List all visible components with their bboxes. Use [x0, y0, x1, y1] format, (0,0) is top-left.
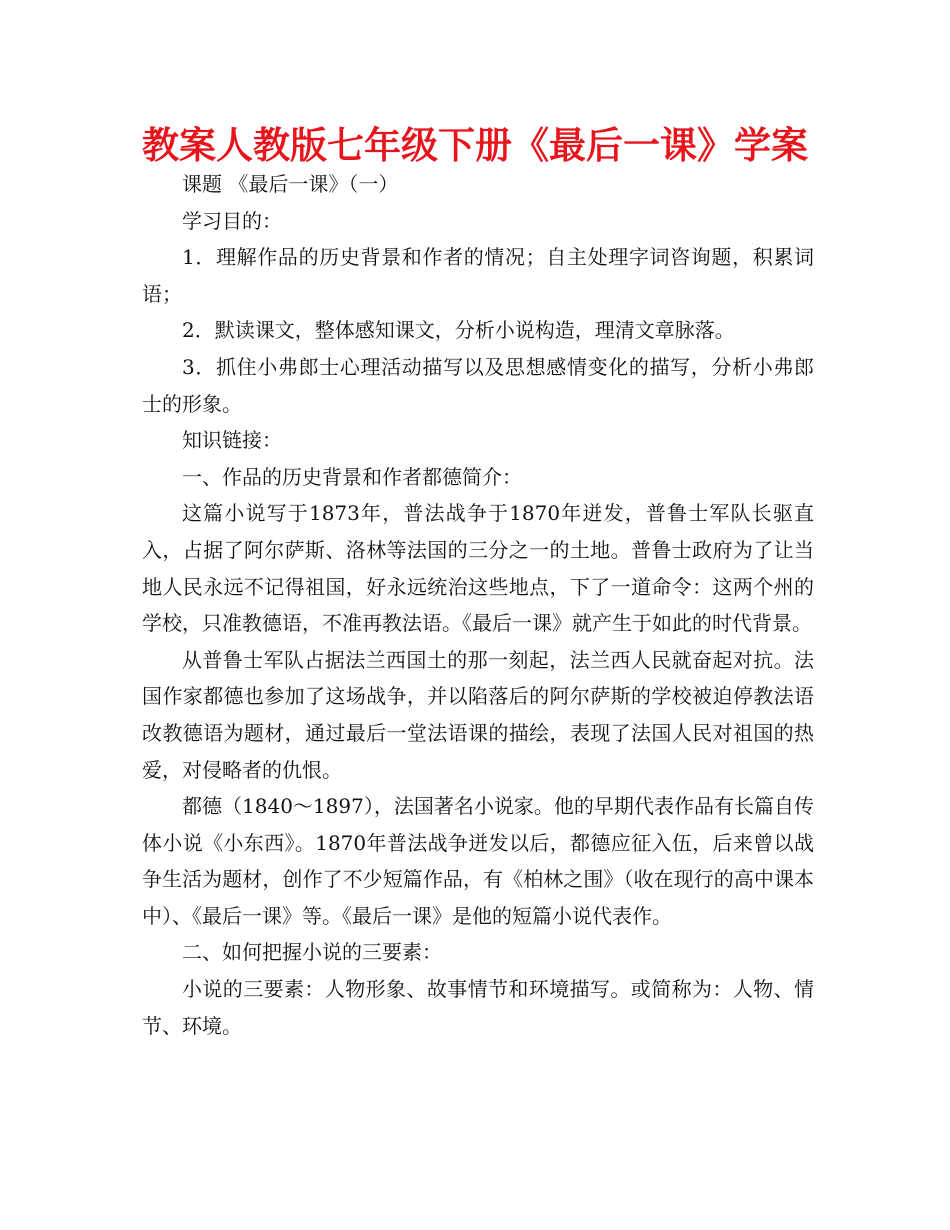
- objective-item-3: 3．抓住小弗郎士心理活动描写以及思想感情变化的描写，分析小弗郎士的形象。: [142, 354, 814, 416]
- body-paragraph: 都德（1840～1897），法国著名小说家。他的早期代表作品有长篇自传体小说《小东西》。1870年普法战争迸发以后，都德应征入伍，后来曾以战争生活为题材，创作了不少短篇作品，有《柏林之围》（收在现行的高中课本中）、《最后一课》等。《最后一课》是他的短篇小说代表作。: [142, 794, 814, 928]
- lesson-topic: 课题 《最后一课》（一）: [182, 172, 399, 196]
- section-heading-1: 一、作品的历史背景和作者都德简介：: [182, 464, 522, 489]
- body-paragraph: 小说的三要素：人物形象、故事情节和环境描写。或简称为：人物、情节、环境。: [142, 977, 814, 1038]
- document-body: [142, 166, 814, 1044]
- objective-item-2: 2．默读课文，整体感知课文，分析小说构造，理清文章脉落。: [182, 318, 735, 343]
- section-heading-2: 二、如何把握小说的三要素：: [182, 940, 442, 965]
- objective-item-1: 1．理解作品的历史背景和作者的情况；自主处理字词咨询题，积累词语；: [142, 245, 814, 306]
- document-title: 教案人教版七年级下册《最后一课》学案: [142, 124, 808, 167]
- objectives-heading: 学习目的：: [182, 208, 282, 233]
- body-paragraph: 这篇小说写于1873年，普法战争于1870年迸发，普鲁士军队长驱直入，占据了阿尔萨斯、洛林等法国的三分之一的土地。普鲁士政府为了让当地人民永远不记得祖国，好永远统治这些地点，下了一道命令：这两个州的学校，只准教德语，不准再教法语。《最后一课》就产生于如此的时代背景。: [142, 501, 814, 636]
- body-paragraph: 从普鲁士军队占据法兰西国土的那一刻起，法兰西人民就奋起对抗。法国作家都德也参加了这场战争，并以陷落后的阿尔萨斯的学校被迫停教法语改教德语为题材，通过最后一堂法语课的描绘，表现了法国人民对祖国的热爱，对侵略者的仇恨。: [142, 647, 814, 782]
- knowledge-link-heading: 知识链接：: [182, 428, 282, 453]
